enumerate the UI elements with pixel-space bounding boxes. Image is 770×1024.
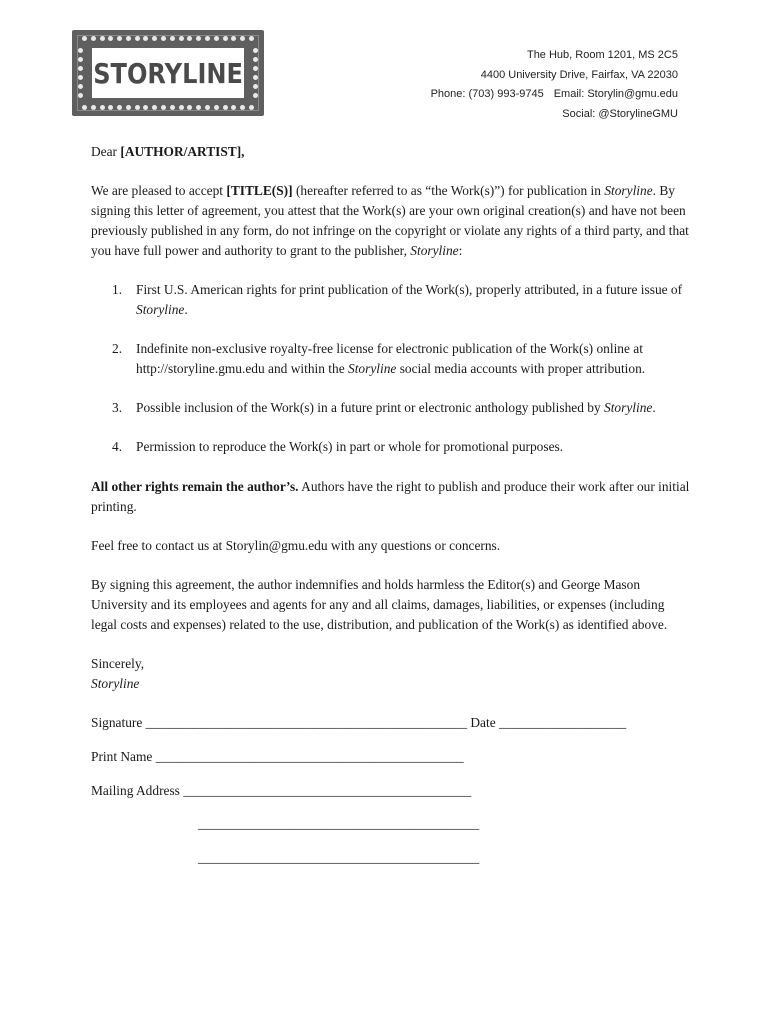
logo-bulbs-bottom <box>82 105 254 110</box>
address-line-1: The Hub, Room 1201, MS 2C5 <box>526 49 678 61</box>
phone: Phone: (703) 993-9745 <box>430 88 544 100</box>
mailing-address-line-3[interactable]: __________________________________________ <box>198 850 480 866</box>
mailing-address-line[interactable]: Mailing Address ___________________________________________ <box>91 782 472 798</box>
closing-name: Storyline <box>91 675 140 691</box>
print-name-line[interactable]: Print Name ______________________________________________ <box>91 748 464 764</box>
logo-text: STORYLINE <box>93 56 243 90</box>
contact-block <box>431 46 678 124</box>
list-item: 2. Indefinite non-exclusive royalty-free license for electronic publication of the Work(s) online at http://storyline.gmu.edu and within the Storyline social media accounts with proper attribution. <box>112 340 646 376</box>
address-line-2: 4400 University Drive, Fairfax, VA 22030 <box>480 68 678 81</box>
logo-bulbs-top <box>82 36 254 41</box>
title-placeholder: [TITLE(S)] <box>226 183 293 199</box>
phone-email-line <box>431 85 678 105</box>
logo-bulbs-right <box>253 48 258 98</box>
rights-paragraph: All other rights remain the author’s. Authors have the right to publish and produce their work after our initial printing. <box>91 478 690 514</box>
contact-paragraph: Feel free to contact us at Storylin@gmu.edu with any questions or concerns. <box>91 537 501 553</box>
indemnify-paragraph: By signing this agreement, the author indemnifies and holds harmless the Editor(s) and George Mason University and its employees and agents for any and all claims, damages, liabilities, or expenses (including legal costs and expenses) related to the use, distribution, and publication of the Work(s) as identified above. <box>91 577 668 632</box>
salutation: Dear [AUTHOR/ARTIST], <box>91 144 245 159</box>
intro-paragraph: We are pleased to accept [TITLE(S)] (hereafter referred to as “the Work(s)”) for publication in Storyline. By signing this letter of agreement, you attest that the Work(s) are your own original creation(s) and have not been previously published in any form, do not infringe on the copyright or violate any rights of a third party, and that you have full power and authority to grant to the publisher, Storyline: <box>91 183 689 258</box>
closing: Sincerely, Storyline <box>91 656 145 691</box>
list-item: 4. Permission to reproduce the Work(s) in part or whole for promotional purposes. <box>112 439 564 455</box>
social-handle: Social: @StorylineGMU <box>562 107 678 120</box>
salutation-name: [AUTHOR/ARTIST], <box>120 144 245 159</box>
list-item: 1. First U.S. American rights for print publication of the Work(s), properly attributed, in a future issue of Storyline. <box>112 281 683 317</box>
logo-bulbs-left <box>78 48 83 98</box>
email: Email: Storylin@gmu.edu <box>553 88 678 100</box>
mailing-address-line-2[interactable]: __________________________________________ <box>198 816 480 832</box>
list-item: 3. Possible inclusion of the Work(s) in a future print or electronic anthology published by Storyline. <box>112 400 656 416</box>
rights-list <box>91 280 691 457</box>
letter-body <box>91 142 691 882</box>
logo-plate <box>92 48 244 98</box>
signature-date-line[interactable]: Signature ________________________________________________ Date ___________________ <box>91 715 627 731</box>
storyline-logo <box>72 30 264 116</box>
